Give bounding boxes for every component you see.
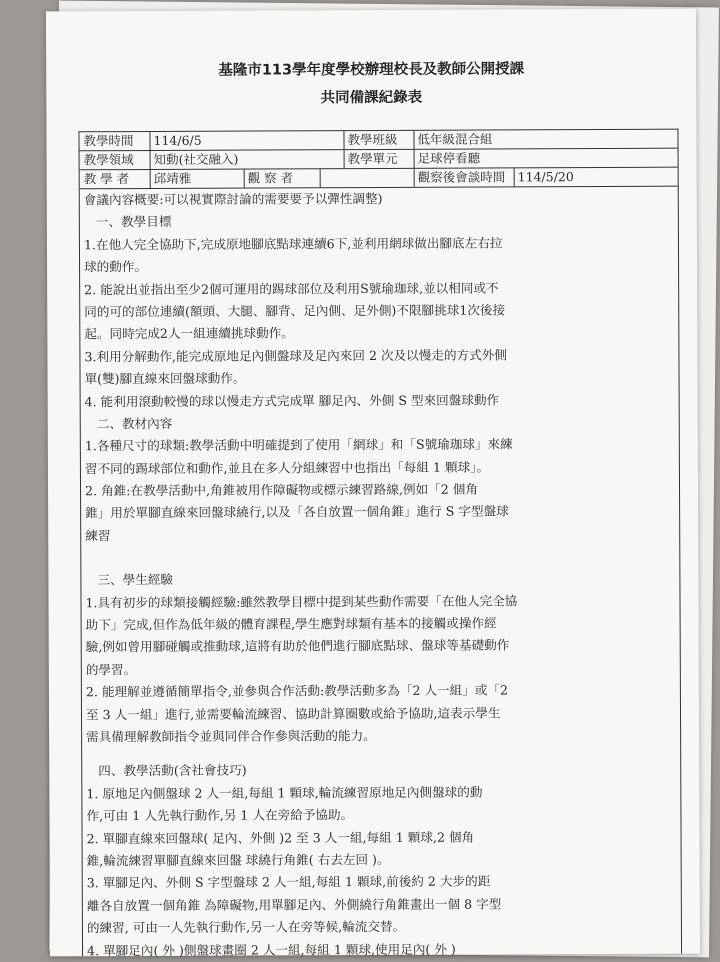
header-row-domain-unit — [80, 149, 678, 171]
content-line: 單(雙)腳直線來回盤球動作。 — [84, 370, 246, 387]
content-line: 練習 — [85, 528, 111, 544]
meeting-content — [80, 187, 681, 962]
label-observer: 觀 察 者 — [247, 170, 294, 186]
label-teaching-time: 教學時間 — [83, 133, 134, 149]
content-line: 1.在他人完全協助下,完成原地腳底點球連續6下,並利用網球做出腳底左右拉 — [83, 235, 503, 253]
section-heading-materials: 二、教材內容 — [96, 415, 173, 432]
content-line: 錐」用於單腳直線來回盤球繞行,以及「各自放置一個角錐」進行 S 字型盤球 — [85, 503, 509, 521]
value-observer — [320, 169, 414, 187]
document-subtitle: 共同備課紀錄表 — [320, 89, 423, 107]
section-heading-objectives: 一、教學目標 — [95, 214, 172, 230]
content-line: 助下」完成,但作為低年級的體育課程,學生應對球類有基本的接觸或操作經 — [85, 615, 497, 633]
value-teaching-domain: 知動(社交融入) — [153, 151, 239, 167]
content-line: 驗,例如曾用腳碰觸或推動球,這將有助於他們進行腳底點球、盤球等基礎動作 — [85, 637, 510, 655]
label-teaching-domain: 教學領域 — [83, 152, 134, 168]
content-line: 1. 原地足內側盤球 2 人一組,每組 1 顆球,輪流練習原地足內側盤球的動 — [86, 784, 483, 802]
content-line: 1.各種尺寸的球類:教學活動中明確提到了使用「網球」和「S號瑜珈球」來練 — [84, 436, 513, 454]
content-line: 4. 能利用滾動較慢的球以慢走方式完成單 腳足內、外側 S 型來回盤球動作 — [84, 391, 500, 409]
content-line: 4. 單腳足內( 外 )側盤球畫圈 2 人一組,每組 1 顆球,使用足內( 外 ) — [87, 941, 456, 958]
content-line: 至 3 人一組」進行,並需要輪流練習、協助計算圈數或給予協助,這表示學生 — [85, 705, 501, 722]
label-teacher: 教 學 者 — [83, 171, 130, 187]
header-row-time-class — [79, 130, 677, 152]
section-heading-student-experience: 三、學生經驗 — [97, 572, 174, 588]
content-overview: 會議內容概要:可以視實際討論的需要要予以彈性調整) — [83, 190, 383, 208]
document-page — [46, 9, 700, 957]
content-line: 2. 能理解並遵循簡單指令,並參與合作活動:教學活動多為「2 人一組」或「2 — [85, 682, 509, 700]
label-teaching-unit: 教學單元 — [347, 150, 398, 167]
content-line: 的學習。 — [85, 661, 137, 678]
document-title: 基隆市113學年度學校辦理校長及教師公開授課 — [218, 61, 525, 79]
content-line: 3. 單腳足內、外側 S 字型盤球 2 人一組,每組 1 顆球,前後約 2 大步的距 — [86, 873, 491, 891]
content-line: 2. 單腳直線來回盤球( 足內、外側 )2 至 3 人一組,每組 1 顆球,2 個角 — [86, 829, 475, 846]
content-line: 球的動作。 — [84, 259, 148, 275]
content-line: 同的可的部位連續(額頭、大腿、腳背、足內側、足外側)不限腳挑球1次後接 — [84, 302, 506, 320]
section-heading-teaching-activities: 四、教學活動(含社會技巧) — [98, 762, 247, 779]
content-line: 3.利用分解動作,能完成原地足內側盤球及足內來回 2 次及以慢走的方式外側 — [84, 347, 507, 364]
value-teaching-time: 114/6/5 — [153, 132, 202, 148]
content-line: 離各自放置一個角錐 為障礙物,用單腳足內、外側繞行角錐畫出一個 8 字型 — [86, 896, 502, 913]
label-post-observation-time: 觀察後會談時間 — [417, 169, 506, 185]
label-teaching-class: 教學班級 — [347, 131, 398, 148]
record-form — [78, 129, 682, 957]
value-post-observation-time: 114/5/20 — [517, 169, 574, 185]
value-teaching-class: 低年級混合組 — [417, 131, 493, 147]
content-line: 1.具有初步的球類接觸經驗:雖然教學目標中提到某些動作需要「在他人完全協 — [85, 593, 518, 610]
content-line: 作,可由 1 人先執行動作,另 1 人在旁給予協助。 — [86, 807, 354, 824]
content-line: 的練習, 可由一人先執行動作,另一人在旁等候,輪流交替。 — [86, 918, 406, 936]
content-line: 2. 能說出並指出至少2個可運用的踢球部位及利用S號瑜珈球,並以相同或不 — [84, 280, 499, 297]
value-teacher: 邱靖雅 — [153, 170, 192, 186]
header-row-teacher-observer — [80, 168, 678, 190]
content-line: 需具備理解教師指令並與同伴合作參與活動的能力。 — [86, 727, 376, 745]
content-line: 2. 角錐:在教學活動中,角錐被用作障礙物或標示練習路線,例如「2 個角 — [85, 481, 478, 499]
value-teaching-unit: 足球停看聽 — [417, 150, 481, 166]
content-line: 起。同時完成2人一組連續挑球動作。 — [84, 325, 294, 342]
content-line: 習不同的踢球部位和動作,並且在多人分組練習中也指出「每組 1 顆球」。 — [84, 459, 490, 476]
content-line: 錐,輪流練習單腳直線來回盤 球繞行角錐( 右去左回 )。 — [86, 851, 390, 869]
